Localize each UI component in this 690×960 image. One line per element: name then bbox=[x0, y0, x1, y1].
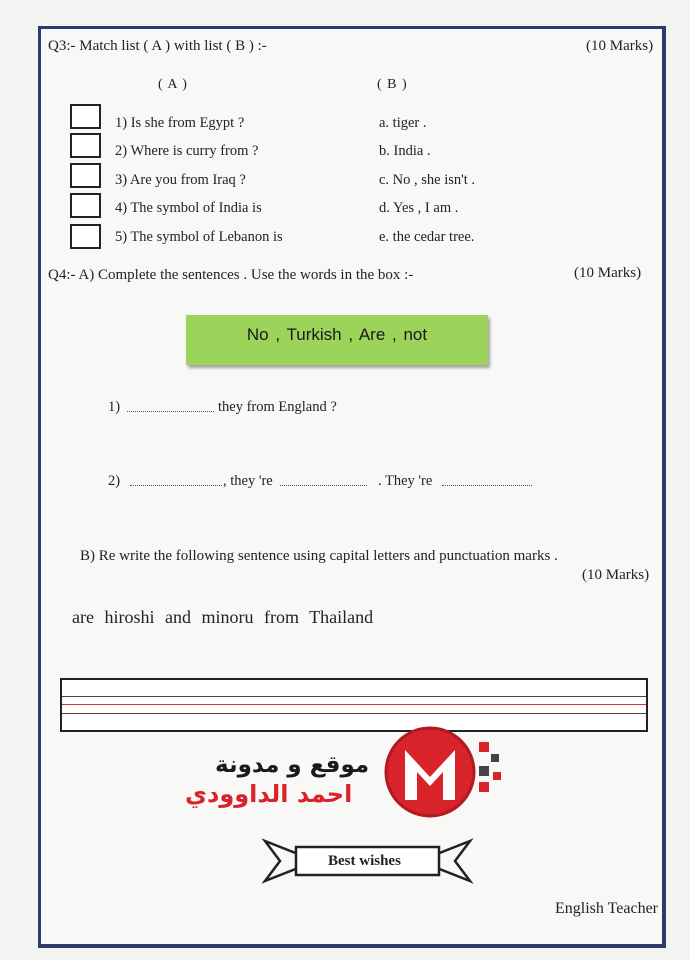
watermark-line-2: احمد الداوودي bbox=[185, 780, 353, 808]
list-a-item: 2) Where is curry from ? bbox=[115, 143, 259, 159]
list-b-item: b. India . bbox=[379, 143, 431, 159]
sentence-2-blank-1[interactable] bbox=[130, 473, 222, 491]
list-b-item: a. tiger . bbox=[379, 115, 427, 131]
sentence-1-blank[interactable] bbox=[127, 399, 214, 417]
writing-line bbox=[62, 713, 646, 714]
list-a-item: 4) The symbol of India is bbox=[115, 200, 262, 216]
list-b-item: c. No , she isn't . bbox=[379, 172, 476, 188]
q4-b-title: B) Re write the following sentence using capital letters and punctuation marks . bbox=[80, 548, 558, 564]
sentence-2-mid: , they 're bbox=[223, 473, 273, 489]
list-b-heading: ( B ) bbox=[377, 77, 408, 92]
q4-title: Q4:- A) Complete the sentences . Use the words in the box :- bbox=[48, 267, 414, 283]
list-b-item: d. Yes , I am . bbox=[379, 200, 459, 216]
rewrite-sentence: are hiroshi and minoru from Thailand bbox=[72, 607, 374, 627]
answer-box-3[interactable] bbox=[70, 163, 101, 188]
answer-box-1[interactable] bbox=[70, 104, 101, 129]
site-logo-icon bbox=[375, 722, 515, 822]
best-wishes-text: Best wishes bbox=[328, 853, 401, 869]
writing-area[interactable] bbox=[60, 678, 648, 732]
q4-b-marks: (10 Marks) bbox=[582, 567, 650, 583]
word-box: No , Turkish , Are , not bbox=[186, 315, 488, 365]
answer-box-4[interactable] bbox=[70, 193, 101, 218]
sentence-1-number: 1) bbox=[108, 399, 121, 415]
sentence-2-number: 2) bbox=[108, 473, 121, 489]
answer-box-5[interactable] bbox=[70, 224, 101, 249]
q4-marks: (10 Marks) bbox=[574, 265, 642, 281]
list-b-item: e. the cedar tree. bbox=[379, 229, 475, 245]
writing-line bbox=[62, 704, 646, 705]
writing-line bbox=[62, 696, 646, 697]
list-a-item: 3) Are you from Iraq ? bbox=[115, 172, 246, 188]
q3-marks: (10 Marks) bbox=[586, 38, 654, 54]
sentence-2-blank-2[interactable] bbox=[280, 473, 367, 491]
sentence-2-end: . They 're bbox=[378, 473, 433, 489]
english-teacher-label: English Teacher bbox=[555, 900, 658, 917]
q3-title: Q3:- Match list ( A ) with list ( B ) :- bbox=[48, 38, 267, 54]
answer-box-2[interactable] bbox=[70, 133, 101, 158]
list-a-item: 1) Is she from Egypt ? bbox=[115, 115, 245, 131]
list-a-heading: ( A ) bbox=[158, 77, 188, 92]
list-a-item: 5) The symbol of Lebanon is bbox=[115, 229, 283, 245]
sentence-1-text: they from England ? bbox=[218, 399, 337, 415]
sentence-2-blank-3[interactable] bbox=[442, 473, 532, 491]
watermark-line-1: موقع و مدونة bbox=[215, 752, 370, 778]
